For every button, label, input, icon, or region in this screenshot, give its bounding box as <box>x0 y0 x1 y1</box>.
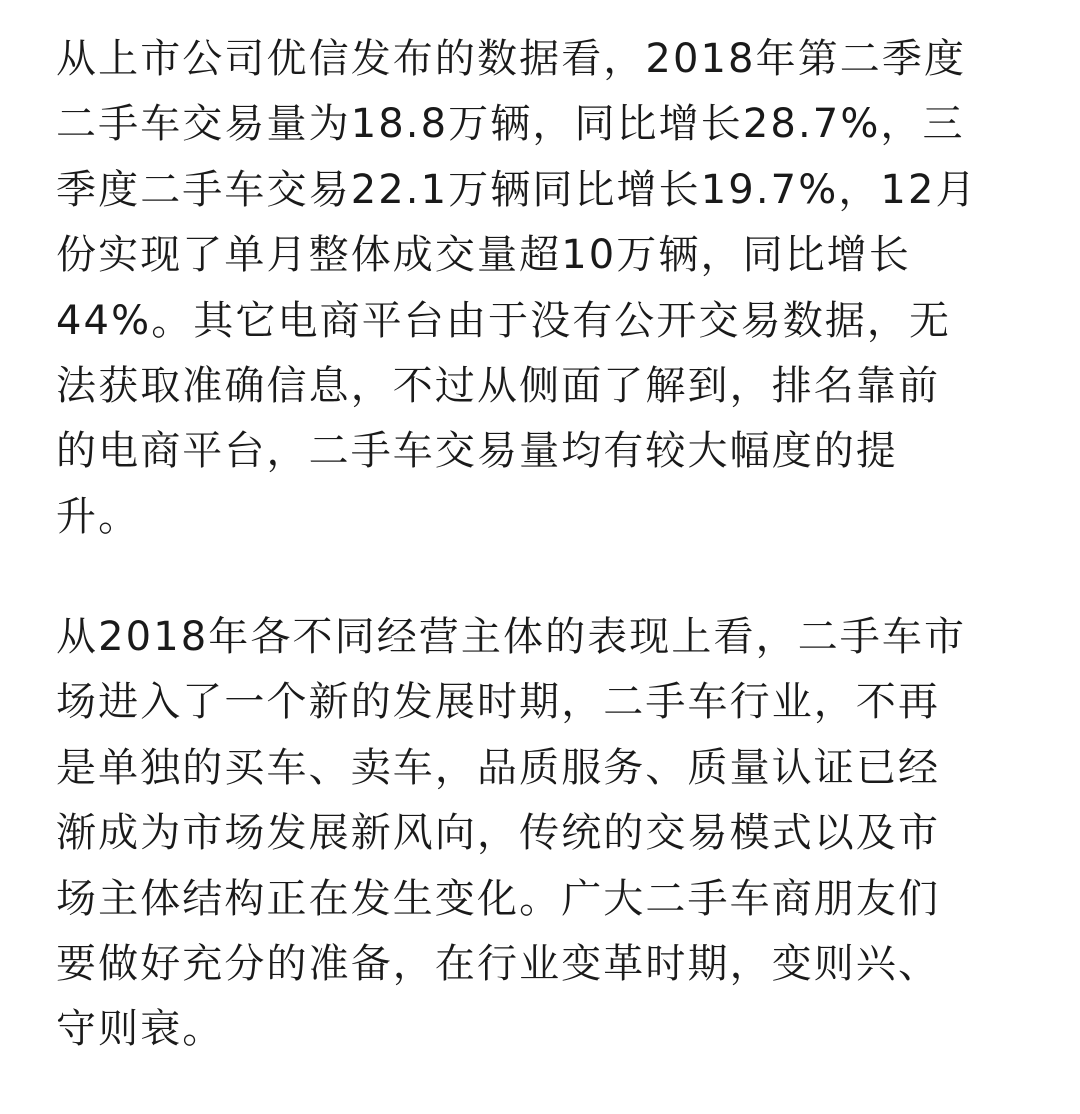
text-line: 渐成为市场发展新风向，传统的交易模式以及市 <box>56 810 941 857</box>
text-line: 要做好充分的准备，在行业变革时期，变则兴、 <box>56 940 941 987</box>
text-line: 从上市公司优信发布的数据看，2018年第二季度 <box>56 36 967 82</box>
text-line: 44%。其它电商平台由于没有公开交易数据，无 <box>56 297 952 344</box>
text-line: 份实现了单月整体成交量超10万辆，同比增长 <box>56 232 911 279</box>
paragraph-2 <box>56 605 1036 1063</box>
text-line: 升。 <box>56 493 141 540</box>
text-line: 守则衰。 <box>56 1006 225 1053</box>
text-line: 场主体结构正在发生变化。广大二手车商朋友们 <box>56 875 941 922</box>
text-line: 法获取准确信息，不过从侧面了解到，排名靠前 <box>56 362 941 409</box>
text-line: 从2018年各不同经营主体的表现上看，二手车市 <box>56 614 967 660</box>
text-line: 二手车交易量为18.8万辆，同比增长28.7%，三 <box>56 101 965 148</box>
paragraph-1 <box>56 27 1036 550</box>
text-line: 的电商平台，二手车交易量均有较大幅度的提 <box>56 428 898 475</box>
text-line: 季度二手车交易22.1万辆同比增长19.7%，12月 <box>56 166 978 213</box>
text-line: 是单独的买车、卖车，品质服务、质量认证已经 <box>56 744 941 791</box>
text-line: 场进入了一个新的发展时期，二手车行业，不再 <box>56 679 941 726</box>
